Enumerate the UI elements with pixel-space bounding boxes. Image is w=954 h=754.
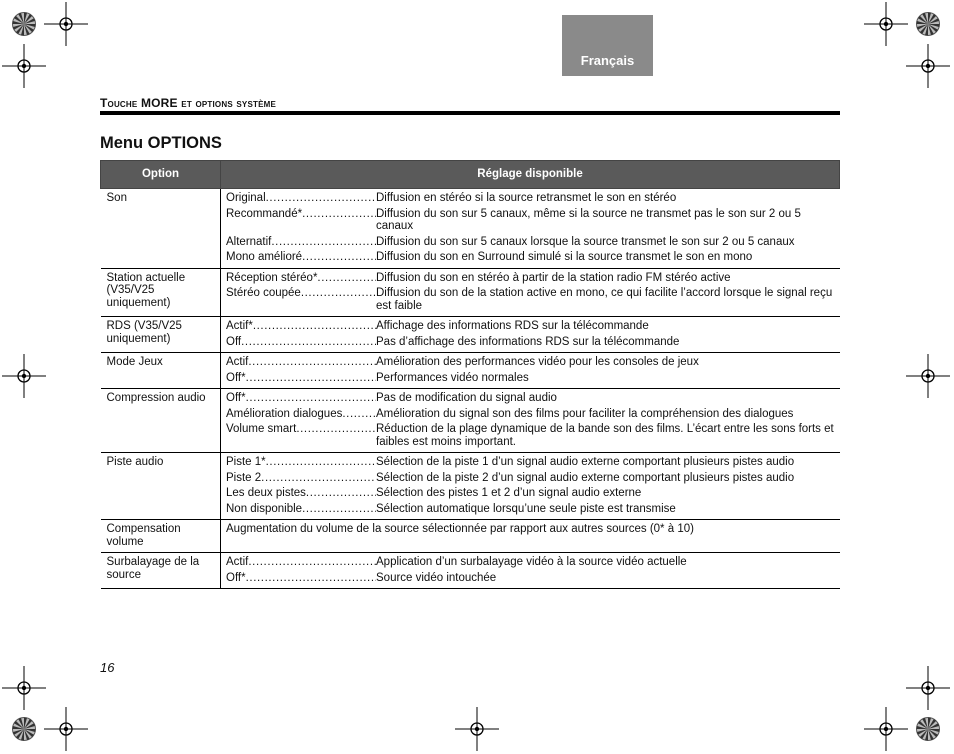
settings-cell — [221, 317, 840, 353]
language-tab — [562, 15, 653, 76]
setting-row — [226, 392, 836, 405]
dot-leader — [266, 456, 376, 469]
registration-crosshair-icon — [455, 707, 499, 751]
setting-name-cell — [226, 556, 376, 569]
setting-name-cell — [226, 408, 376, 421]
setting-name-cell — [226, 423, 376, 448]
setting-description: Sélection des pistes 1 et 2 d’un signal audio externe — [376, 487, 642, 499]
setting-description: Sélection automatique lorsqu’une seule piste est transmise — [376, 502, 676, 515]
registration-crosshair-icon — [906, 666, 950, 710]
registration-crosshair-icon — [906, 354, 950, 398]
table-header-row — [101, 161, 840, 189]
settings-cell — [221, 453, 840, 520]
setting-name: Amélioration dialogues — [226, 407, 343, 420]
setting-description: Affichage des informations RDS sur la télécommande — [376, 320, 649, 332]
option-name: Mode Jeux — [101, 353, 221, 389]
dot-leader — [248, 356, 376, 369]
column-header-option: Option — [101, 161, 221, 189]
setting-description: Diffusion du son en Surround simulé si la source transmet le son en mono — [376, 251, 753, 263]
setting-name: Volume smart — [226, 423, 297, 435]
setting-row — [226, 208, 836, 233]
setting-row — [226, 336, 836, 349]
setting-name-cell — [226, 456, 376, 469]
setting-name: Actif — [226, 556, 249, 568]
dot-leader — [306, 487, 376, 500]
option-name: Compensation volume — [101, 520, 221, 553]
setting-row — [226, 503, 836, 516]
setting-description: Amélioration du signal son des films pour faciliter la compréhension des dialogues — [376, 407, 794, 420]
setting-row — [226, 408, 836, 421]
table-row — [101, 268, 840, 317]
setting-description: Sélection de la piste 1 d’un signal audio externe comportant plusieurs pistes audio — [376, 456, 795, 468]
setting-description: Réduction de la plage dynamique de la bande son des films. L’écart entre les sons forts et faibles est moins important. — [376, 423, 834, 448]
setting-name: Actif — [226, 356, 249, 368]
table-row — [101, 389, 840, 453]
section-rule — [100, 111, 840, 115]
setting-description: Amélioration des performances vidéo pour les consoles de jeux — [376, 356, 699, 368]
setting-description: Pas de modification du signal audio — [376, 392, 557, 404]
dot-leader — [302, 251, 376, 264]
setting-row — [226, 487, 836, 500]
table-row — [101, 520, 840, 553]
registration-crosshair-icon — [2, 666, 46, 710]
registration-starburst-icon — [916, 12, 940, 36]
setting-description: Source vidéo intouchée — [376, 571, 497, 584]
registration-crosshair-icon — [906, 44, 950, 88]
setting-description: Diffusion du son de la station active en mono, ce qui facilite l’accord lorsque le signal reçu est faible — [376, 287, 833, 312]
setting-name-cell — [226, 192, 376, 205]
setting-name: Piste 1* — [226, 456, 266, 468]
setting-name: Non disponible — [226, 502, 303, 515]
setting-row — [226, 572, 836, 585]
setting-row — [226, 356, 836, 369]
setting-name-cell — [226, 487, 376, 500]
setting-name: Recommandé* — [226, 207, 303, 220]
settings-cell — [221, 189, 840, 269]
setting-name: Piste 2 — [226, 471, 262, 484]
dot-leader — [302, 208, 376, 233]
table-row — [101, 189, 840, 269]
registration-crosshair-icon — [864, 707, 908, 751]
setting-description: Diffusion en stéréo si la source retransmet le son en stéréo — [376, 192, 677, 204]
dot-leader — [302, 503, 376, 516]
setting-row — [226, 251, 836, 264]
option-name: Compression audio — [101, 389, 221, 453]
menu-title: Menu OPTIONS — [100, 134, 222, 152]
dot-leader — [248, 556, 376, 569]
setting-description: Diffusion du son sur 5 canaux lorsque la source transmet le son sur 2 ou 5 canaux — [376, 235, 795, 248]
registration-crosshair-icon — [2, 44, 46, 88]
dot-leader — [342, 408, 376, 421]
setting-row — [226, 472, 836, 485]
setting-name-cell — [226, 236, 376, 249]
setting-name: Original — [226, 192, 266, 204]
setting-name: Stéréo coupée — [226, 287, 301, 299]
setting-name-cell — [226, 372, 376, 385]
setting-row — [226, 456, 836, 469]
setting-name-cell — [226, 287, 376, 312]
setting-description: Sélection de la piste 2 d’un signal audio externe comportant plusieurs pistes audio — [376, 471, 795, 484]
dot-leader — [301, 287, 376, 312]
option-name: Surbalayage de la source — [101, 553, 221, 589]
dot-leader — [246, 572, 376, 585]
registration-crosshair-icon — [44, 707, 88, 751]
dot-leader — [253, 320, 376, 333]
setting-row — [226, 272, 836, 285]
table-row — [101, 353, 840, 389]
settings-cell — [221, 353, 840, 389]
registration-starburst-icon — [12, 12, 36, 36]
setting-name: Off — [226, 335, 242, 348]
column-header-setting: Réglage disponible — [221, 161, 840, 189]
setting-name: Alternatif — [226, 235, 272, 248]
section-title: Touche MORE et options système — [100, 96, 277, 110]
dot-leader — [271, 236, 376, 249]
registration-crosshair-icon — [864, 2, 908, 46]
table-row — [101, 317, 840, 353]
option-name: Son — [101, 189, 221, 269]
dot-leader — [296, 423, 376, 448]
setting-name-cell — [226, 272, 376, 285]
setting-name: Off* — [226, 371, 246, 384]
setting-description: Performances vidéo normales — [376, 371, 529, 384]
table-row — [101, 453, 840, 520]
registration-crosshair-icon — [2, 354, 46, 398]
settings-cell — [221, 268, 840, 317]
setting-name-cell — [226, 208, 376, 233]
setting-name: Off* — [226, 571, 246, 584]
settings-cell — [221, 553, 840, 589]
options-table — [100, 160, 840, 589]
setting-row — [226, 236, 836, 249]
dot-leader — [261, 472, 376, 485]
table-row — [101, 553, 840, 589]
setting-description: Augmentation du volume de la source sélectionnée par rapport aux autres sources (0* à 10) — [226, 523, 694, 535]
setting-name-cell — [226, 472, 376, 485]
setting-name-cell — [226, 320, 376, 333]
setting-row — [226, 287, 836, 312]
dot-leader — [246, 392, 376, 405]
registration-crosshair-icon — [44, 2, 88, 46]
setting-name: Actif* — [226, 320, 253, 332]
setting-name-cell — [226, 251, 376, 264]
setting-row — [226, 556, 836, 569]
setting-name-cell — [226, 503, 376, 516]
dot-leader — [317, 272, 376, 285]
setting-name-cell — [226, 572, 376, 585]
option-name: RDS (V35/V25 uniquement) — [101, 317, 221, 353]
setting-name: Réception stéréo* — [226, 271, 318, 284]
setting-description: Diffusion du son en stéréo à partir de la station radio FM stéréo active — [376, 271, 731, 284]
registration-starburst-icon — [916, 717, 940, 741]
setting-name-cell — [226, 336, 376, 349]
setting-name-cell — [226, 392, 376, 405]
setting-name: Mono amélioré — [226, 251, 303, 263]
setting-name-cell — [226, 356, 376, 369]
table-body — [101, 189, 840, 589]
option-name: Station actuelle (V35/V25 uniquement) — [101, 268, 221, 317]
option-name: Piste audio — [101, 453, 221, 520]
settings-cell — [221, 389, 840, 453]
setting-description: Application d’un surbalayage vidéo à la source vidéo actuelle — [376, 556, 687, 568]
setting-row — [226, 423, 836, 448]
setting-description: Pas d’affichage des informations RDS sur la télécommande — [376, 335, 680, 348]
dot-leader — [246, 372, 376, 385]
setting-name: Les deux pistes — [226, 487, 306, 499]
setting-description: Diffusion du son sur 5 canaux, même si la source ne transmet pas le son sur 2 ou 5 canaux — [376, 207, 801, 232]
registration-starburst-icon — [12, 717, 36, 741]
setting-row — [226, 192, 836, 205]
settings-cell — [221, 520, 840, 553]
setting-name: Off* — [226, 392, 246, 404]
language-tab-label: Français — [580, 53, 635, 68]
setting-row — [226, 372, 836, 385]
dot-leader — [266, 192, 376, 205]
dot-leader — [241, 336, 376, 349]
page-number: 16 — [100, 660, 115, 675]
setting-row — [226, 320, 836, 333]
